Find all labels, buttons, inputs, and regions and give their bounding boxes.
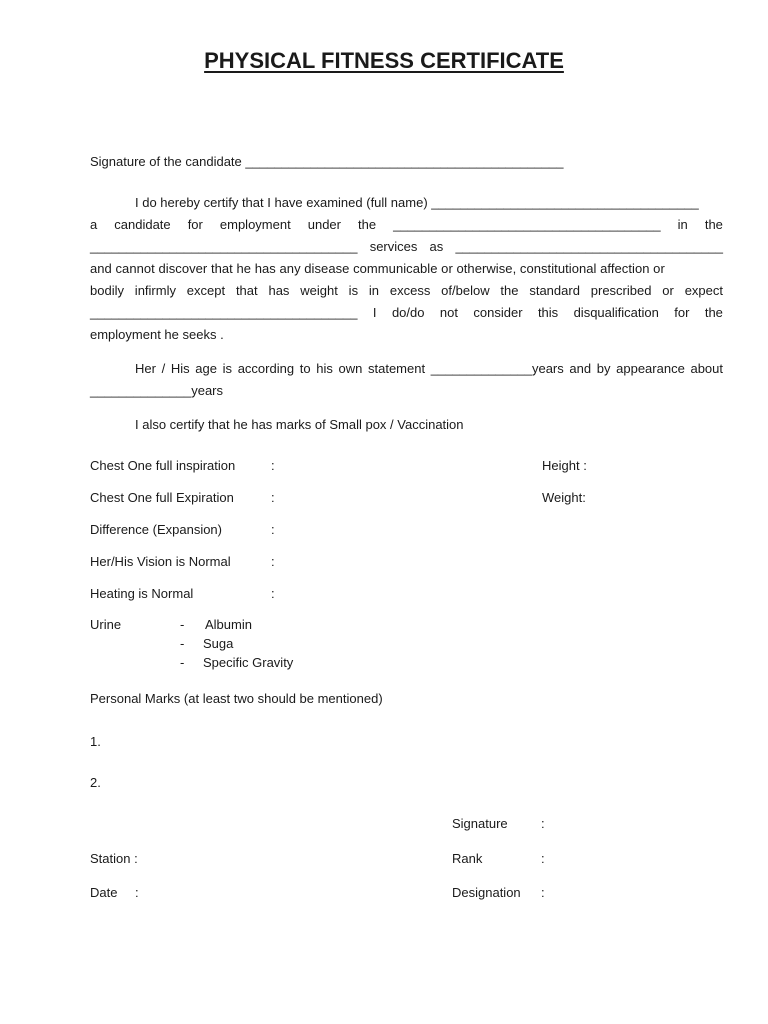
designation-label: Designation [452, 885, 521, 900]
personal-marks-heading: Personal Marks (at least two should be mentioned) [90, 691, 383, 706]
word: the [704, 217, 723, 232]
certify-line-5: bodily infirmly except that has weight is in excess of/below the standard prescribed or expect [90, 283, 723, 298]
measurement-colon: : [271, 490, 275, 505]
marks-statement: I also certify that he has marks of Small pox / Vaccination [135, 417, 464, 432]
certify-line-1: I do hereby certify that I have examined (full name) _____________________________________ [135, 195, 699, 210]
word: services [369, 239, 418, 254]
certify-line-3 [90, 239, 723, 255]
word: for [674, 305, 690, 320]
measurement-label-chest-expiration: Chest One full Expiration [90, 490, 234, 505]
urine-label: Urine [90, 617, 122, 632]
urine-item-albumin: Albumin [205, 617, 252, 632]
certify-line-6 [90, 305, 723, 321]
date-label: Date [90, 885, 118, 900]
urine-item-specific-gravity: Specific Gravity [203, 655, 294, 670]
word: the [704, 305, 723, 320]
word: candidate [114, 217, 171, 232]
station-label: Station : [90, 851, 138, 866]
word: under [307, 217, 341, 232]
measurement-colon: : [271, 586, 275, 601]
certify-line-2 [90, 217, 723, 233]
word: I [372, 305, 377, 320]
urine-dash: - [180, 655, 185, 670]
word: this [537, 305, 559, 320]
measurement-label-chest-inspiration: Chest One full inspiration [90, 458, 236, 473]
word: a [90, 217, 98, 232]
word: for [187, 217, 203, 232]
word: consider [473, 305, 523, 320]
measurement-colon: : [271, 522, 275, 537]
urine-dash: - [180, 617, 185, 632]
word: employment [219, 217, 291, 232]
measurement-label-difference: Difference (Expansion) [90, 522, 222, 537]
page-title: PHYSICAL FITNESS CERTIFICATE [204, 48, 564, 73]
word: in [677, 217, 688, 232]
signature-colon: : [541, 816, 545, 831]
height-label: Height : [542, 458, 587, 473]
word: as [429, 239, 444, 254]
weight-label: Weight: [542, 490, 586, 505]
blank-field: _____________________________________ [90, 305, 358, 320]
personal-mark-1: 1. [90, 734, 101, 749]
rank-colon: : [541, 851, 545, 866]
blank-field: _____________________________________ [455, 239, 723, 254]
certify-line-7: employment he seeks . [90, 327, 224, 342]
urine-item-sugar: Suga [203, 636, 234, 651]
designation-colon: : [541, 885, 545, 900]
urine-dash: - [180, 636, 185, 651]
personal-mark-2: 2. [90, 775, 101, 790]
measurement-colon: : [271, 554, 275, 569]
date-colon: : [135, 885, 139, 900]
blank-field: _____________________________________ [393, 217, 661, 232]
word: not [439, 305, 458, 320]
word: do/do [391, 305, 425, 320]
candidate-signature-line: Signature of the candidate ____________________________________________ [90, 154, 564, 169]
measurement-label-hearing: Heating is Normal [90, 586, 194, 601]
word: disqualification [573, 305, 659, 320]
rank-label: Rank [452, 851, 483, 866]
age-line-1: Her / His age is according to his own statement ______________years and by appearance about [135, 361, 723, 376]
blank-field: _____________________________________ [90, 239, 358, 254]
age-line-2: ______________years [90, 383, 224, 398]
signature-label: Signature [452, 816, 508, 831]
measurement-colon: : [271, 458, 275, 473]
measurement-label-vision: Her/His Vision is Normal [90, 554, 231, 569]
word: the [358, 217, 377, 232]
certify-line-4: and cannot discover that he has any disease communicable or otherwise, constitutional affection or [90, 261, 665, 276]
